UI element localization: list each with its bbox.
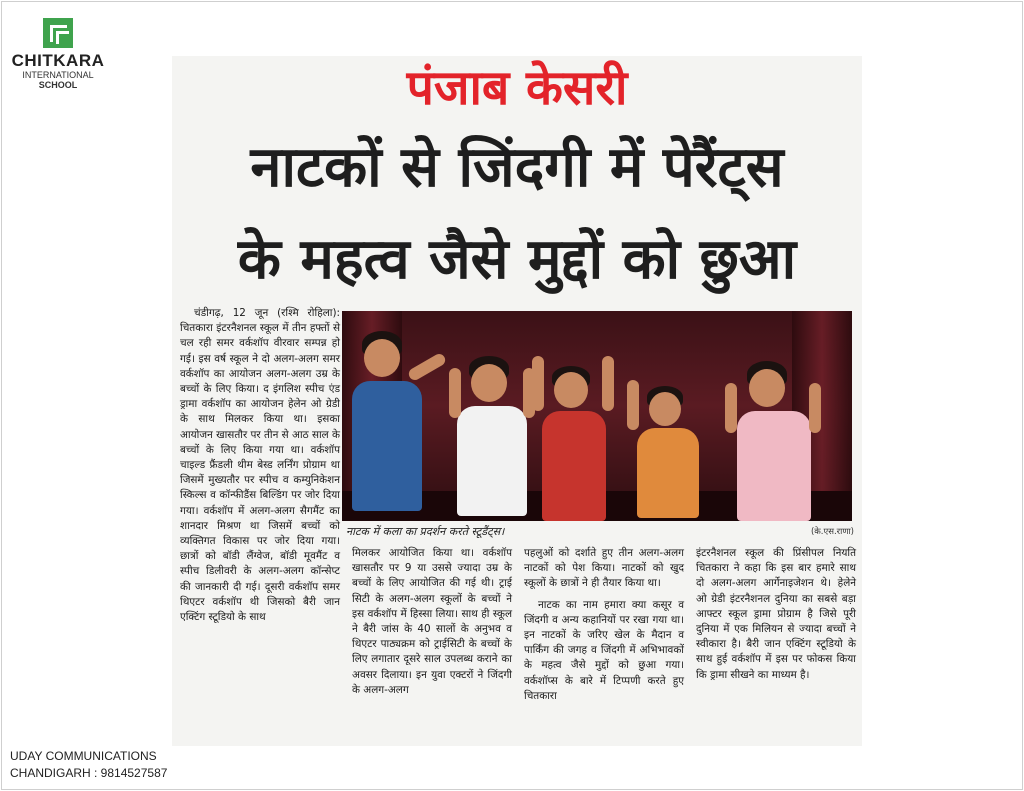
newspaper-clipping [172, 56, 862, 746]
article-column-2-text: मिलकर आयोजित किया था। वर्कशॉप खासतौर पर 9 या उससे ज्यादा उम्र के बच्चों के लिए आयोजित की गई थी। ट्राई सिटी के अलग-अलग स्कूलों के बच्चों ने इस वर्कशॉप में हिस्सा लिया। साथ ही स्कूल ने बैरी जांस के 40 सालों के अनुभव व थिएटर पाठ्यक्रम को ट्राईसिटी के बच्चों के लिए लगातार दूसरे साल उपलब्ध कराने का अवसर दिलाया। इन युवा एक्टरों ने जिंदगी के अलग-अलग [352, 547, 512, 696]
headline-line-2: के महत्व जैसे मुद्दों को छुआ [237, 227, 797, 292]
article-column-2 [352, 546, 512, 698]
photo-credit: (के.एस.राणा) [810, 527, 854, 537]
logo-mark-icon [43, 18, 73, 48]
footer-company: UDAY COMMUNICATIONS [10, 749, 157, 763]
article-photo [342, 311, 852, 521]
newspaper-masthead: पंजाब केसरी [406, 60, 628, 116]
article-column-3-para-1: पहलुओं को दर्शाते हुए तीन अलग-अलग नाटकों को पेश किया। नाटकों को खुद स्कूलों के छात्रों ने ही तैयार किया था। [524, 547, 684, 590]
article-column-3-para-2: नाटक का नाम हमारा क्या कसूर व जिंदगी व अन्य कहानियों पर रखा गया था। इन नाटकों के जरिए खेल के मैदान व पार्किंग की जगह व जिंदगी में अभिभावकों के महत्व जैसे मुद्दों को छुआ गया। वर्कशॉप्स के बारे में टिप्पणी करते हुए चितकारा [524, 598, 684, 702]
photo-caption: नाटक में कला का प्रदर्शन करते स्टूडैंट्स। [346, 525, 505, 538]
article-column-1-text: चंडीगढ़, 12 जून (रश्मि रोहिला): चितकारा इंटरनैशनल स्कूल में तीन हफ्तों से चल रही समर वर्कशॉप वीरवार सम्पन्न हो गई। इस वर्ष स्कूल ने दो अलग-अलग समर वर्कशॉप का आयोजन अलग-अलग उम्र के बच्चों के लिए किया। द इंगलिश स्पीच एंड ड्रामा वर्कशॉप का आयोजन हेलेन ओ ग्रेडी के साथ मिलकर किया था। इसका आयोजन खासतौर पर तीन से आठ साल के बच्चों के लिए किया गया था। वर्कशॉप चाइल्ड फ्रैंडली थीम बेस्ड लर्निंग प्रोग्राम था जिसमें मुख्यतौर पर स्पीच व कम्युनिकेशन स्किल्स व कॉन्फीडैंस बिल्डिंग पर जोर दिया गया। वर्कशॉप में अलग-अलग सैगमैंट का शानदार मिश्रण था जिसमें बच्चों को व्यक्तिगत विकास पर जोर दिया गया। छात्रों को बॉडी लैंग्वेज, बॉडी मूवमैंट व स्पीच डिलीवरी के अलग-अलग कॉन्सेप्ट की जानकारी दी गई। दूसरी वर्कशॉप समर थिएटर वर्कशॉप थी जिसको बैरी जान एक्टिंग स्टूडियो के साथ [180, 307, 340, 624]
school-logo [8, 18, 108, 90]
logo-name: CHITKARA [11, 51, 105, 70]
article-column-3 [524, 546, 684, 704]
logo-line-2: SCHOOL [38, 80, 78, 90]
logo-line-1: INTERNATIONAL [22, 70, 94, 80]
footer-contact: CHANDIGARH : 9814527587 [10, 766, 168, 780]
article-column-1 [180, 306, 340, 625]
footer-credit [10, 748, 167, 782]
headline-line-1: नाटकों से जिंदगी में पेरैंट्स [250, 135, 784, 200]
article-column-4 [696, 546, 856, 683]
article-column-4-text: इंटरनैशनल स्कूल की प्रिंसीपल नियति चितकारा ने कहा कि इस बार हमारे साथ दो अलग-अलग आर्गेनाइजेशन थे। हेलेने ओ ग्रेडी इंटरनैशनल दुनिया का सबसे बड़ा आफ्टर स्कूल ड्रामा प्रोग्राम है जिसे पूरी दुनिया में एक मिलियन से ज्यादा बच्चों ने स्वीकारा है। बैरी जान एक्टिंग स्टूडियो के साथ हुई वर्कशॉप में इस पर फोकस किया कि ड्रामा सीखने का माध्यम है। [696, 547, 856, 681]
